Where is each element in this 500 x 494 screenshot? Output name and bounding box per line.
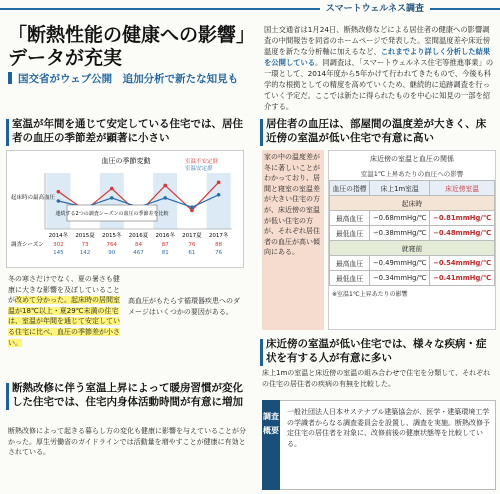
table-row-1m: −0.49mmHg/℃	[370, 256, 430, 271]
data-point	[57, 190, 61, 194]
table-subtitle: 室温1℃上昇あたりの血圧への影響	[360, 170, 464, 178]
count-label: 87	[161, 242, 169, 248]
table-row-1m: −0.68mmHg/℃	[370, 211, 430, 226]
table-row-floor: −0.41mmHg/℃	[430, 271, 495, 286]
counts-label: 調査シーズン	[11, 242, 44, 248]
x-tick-label: 2016冬	[155, 233, 175, 239]
table-row-1m: −0.38mmHg/℃	[370, 226, 430, 241]
headline-line1: 「断熱性能の健康への影響」	[8, 24, 256, 46]
count-label: 142	[79, 250, 91, 256]
count-label: 467	[133, 250, 144, 256]
count-label: 90	[108, 250, 116, 256]
table-note: ※室温1℃上昇あたりの影響	[332, 291, 408, 298]
section4-body-text: 床上1mの室温と床近傍の室温の組み合わせで住宅を分類して、それぞれの住宅の居住者の疾病の有無を比較した。	[262, 369, 491, 388]
table-col-metric: 血圧の指標	[330, 181, 370, 196]
count-label: 73	[81, 242, 89, 248]
section1-body-left	[8, 274, 124, 374]
section2-body-text: 家の中の温度差が冬に著しいことがわかっており、居間と寝室の室温差が大きい住宅の方が、床近傍の室温が低い住宅の方が、それぞれ居住者の血圧が高い傾向にある。	[264, 153, 320, 257]
table-title: 床近傍の室温と血圧の関係	[370, 155, 454, 163]
table-group-row	[330, 241, 495, 256]
count-label: 764	[106, 242, 118, 248]
section3-body	[8, 426, 248, 490]
table-row	[330, 256, 495, 271]
count-label: 302	[53, 242, 64, 248]
subhead-text: 国交省がウェブ公開 追加分析で新たな知見も	[18, 73, 239, 85]
legend-entry: 室温不安定群	[185, 159, 219, 165]
intro-text2: 。同調査は、「スマートウェルネス住宅等推進事業」の一環として、2014年度から5年かけて行われてきたもので、今後も科学的な根拠としての精度を高めていくため、継続的に追跡調査を行っていく予定だ。ここでは新たに得られたものを中心に知見の一部を紹介する。	[264, 58, 494, 111]
outline-text: 一般社団法人日本サステナブル建築協会が、医学・建築環境工学の学識者からなる調査委員会を設置し、調査を実施。断熱改修予定住宅の居住者を対象に、改修前後の健康状態等を比較している。	[287, 408, 490, 448]
section3-title: 断熱改修に伴う室温上昇によって暖房習慣が変化した住宅では、住宅内身体活動時間が有意に増加	[12, 382, 243, 408]
table-row-metric: 最低血圧	[330, 226, 370, 241]
chart-ylabel: 起床時の最高血圧	[11, 195, 56, 201]
table-row-metric: 最低血圧	[330, 271, 370, 286]
intro-text1: 国土交通省は1月24日、断熱改修などによる居住者の健康への影響調査の中間報告を同省のホームページで発表した。室間温度差や床近傍温度を新たな分析軸に加えるなど、	[264, 25, 491, 56]
bp-table-box	[328, 150, 496, 330]
x-tick-label: 2015冬	[102, 233, 122, 239]
section2-body	[262, 150, 324, 330]
data-point	[110, 187, 114, 191]
data-point	[57, 199, 61, 203]
section4-header	[266, 338, 496, 365]
count-label: 76	[215, 250, 223, 256]
count-label: 81	[161, 250, 169, 256]
table-col-1m: 床上1m室温	[370, 181, 430, 196]
data-point	[217, 193, 221, 197]
section1-bar	[6, 119, 9, 146]
table-group2: 就寝前	[330, 241, 495, 256]
x-tick-label: 2015夏	[75, 233, 95, 239]
count-label: 88	[215, 242, 223, 248]
section4-body	[262, 368, 496, 398]
survey-outline-box	[262, 400, 496, 490]
header-bar	[0, 0, 500, 16]
table-row-metric: 最高血圧	[330, 211, 370, 226]
data-point	[190, 209, 194, 213]
x-tick-label: 2016夏	[128, 233, 149, 239]
table-row-1m: −0.34mmHg/℃	[370, 271, 430, 286]
section1-body2: 改めて分かった。起床時の居間室温が18℃以上・夏29℃未満の住宅は、室温が年間を通じて安定している住宅に比べ、血圧の季節差が小さい。	[8, 296, 120, 347]
section2-bar	[260, 119, 263, 146]
table-row-floor: −0.54mmHg/℃	[430, 256, 495, 271]
table-col-floor: 床近傍室温	[430, 181, 495, 196]
outline-label: 調査概要	[262, 400, 280, 490]
count-label: 61	[188, 250, 196, 256]
data-point	[110, 196, 114, 200]
section3-body-text: 断熱改修によって起きる暮らし方の変化も健康に影響を与えていることが分かった。厚生労働省のガイドラインでは活動量を増やすことが健康に有効とされている。	[8, 427, 246, 457]
subhead-mark	[8, 72, 12, 84]
section2-title: 居住者の血圧は、部屋間の温度差が大きく、床近傍の室温が低い住宅で有意に高い	[266, 118, 487, 144]
section1-title: 室温が年間を通じて安定している住宅では、居住者の血圧の季節差が顕著に小さい	[12, 118, 243, 144]
table-group1: 起床時	[330, 196, 495, 211]
count-label: 76	[188, 242, 196, 248]
data-point	[217, 181, 221, 185]
table-row-floor: −0.48mmHg/℃	[430, 226, 495, 241]
intro-paragraph	[264, 24, 496, 112]
section1-header	[12, 118, 250, 145]
intro-highlight: これまでより詳しく分析した結果を公開している	[264, 47, 491, 67]
count-label: 145	[53, 250, 64, 256]
legend-entry: 室温安定群	[185, 166, 213, 172]
section1-body3: 高血圧がもたらす循環器疾患へのダメージはいくつかの要因がある。	[128, 297, 240, 316]
header-label: スマートウェルネス調査	[320, 1, 430, 14]
table-group-row	[330, 196, 495, 211]
section3-bar	[6, 383, 9, 410]
bp-chart-svg	[7, 151, 245, 269]
section4-title: 床近傍の室温が低い住宅では、様々な疾病・症状を有する人が有意に多い	[266, 338, 487, 364]
table-row-metric: 最高血圧	[330, 256, 370, 271]
headline-line2: データが充実	[8, 47, 123, 69]
table-header-row	[330, 181, 495, 196]
chart-annotation: 連続する2つの調査シーズンの血圧の季節差を比較	[55, 211, 169, 217]
table-row	[330, 211, 495, 226]
x-tick-label: 2017夏	[182, 233, 202, 239]
x-tick-label: 2014冬	[48, 233, 69, 239]
table-row-floor: −0.81mmHg/℃	[430, 211, 495, 226]
bp-chart	[6, 150, 244, 268]
table-row	[330, 226, 495, 241]
section2-header	[266, 118, 496, 145]
section1-body-right	[128, 296, 246, 376]
data-point	[163, 196, 167, 200]
section1-body1: 冬の寒さだけでなく、夏の暑さも健康に大きな影響を及ぼしていることが	[8, 275, 120, 305]
section3-header	[12, 382, 250, 409]
data-point	[190, 205, 194, 209]
subheadline	[18, 71, 238, 86]
x-tick-label: 2017冬	[208, 233, 229, 239]
data-point	[163, 184, 167, 188]
table-row	[330, 271, 495, 286]
bp-table	[329, 180, 495, 286]
section4-bar	[260, 339, 263, 366]
chart-title: 血圧の季節変動	[101, 157, 151, 165]
headline	[8, 24, 258, 70]
count-label: 84	[135, 242, 142, 248]
